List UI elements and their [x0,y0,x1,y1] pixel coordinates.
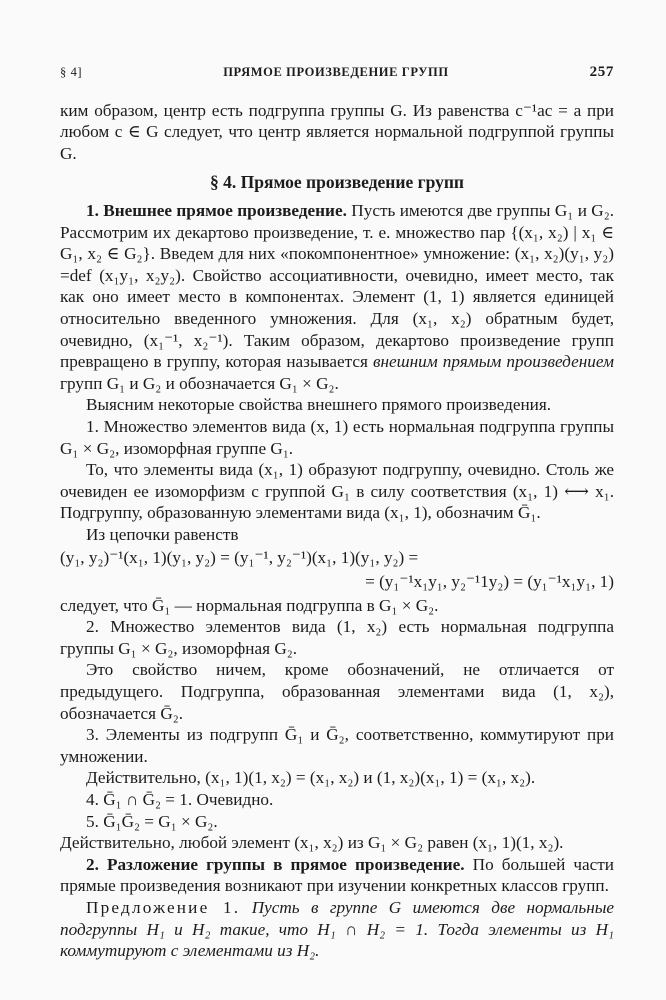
intro-paragraph: ким образом, центр есть подгруппа группы G. Из равенства c⁻¹ac = a при любом c ∈ G следует, что центр является нормальной подгруппой группы G. [60,100,614,163]
property-3-proof: Действительно, (x₁, 1)(1, x₂) = (x₁, x₂) и (1, x₂)(x₁, 1) = (x₁, x₂). [86,768,536,788]
section-title: § 4. Прямое произведение групп [210,172,464,193]
property-5: 5. Ḡ₁Ḡ₂ = G₁ × G₂. [86,811,218,831]
subsection-1-text: Пусть имеются две группы G₁ и G₂. Рассмотрим их декартово произведение, т. е. множество пар {(x₁, x₂) | x₁ ∈ G₁, x₂ ∈ G₂}. Введем для них «покомпонентное» умножение: (x₁, x₂)(y₁, y₂) =def (x₁y₁, x₂y₂). Свойство ассоциативности, очевидно, имеет место, так как оно имеет место в компонентах. Элемент (1, 1) является единицей относительно введенного умножения. Для (x₁, x₂) обратным будет, очевидно, (x₁⁻¹, x₂⁻¹). Таким образом, декартово произведение групп превращено в группу, которая называется [60,200,615,372]
subsection-1-end: групп G₁ и G₂ и обозначается G₁ × G₂. [60,373,339,393]
header-section: § 4] [60,65,83,79]
running-header [60,62,614,84]
subsection-2-paragraph [60,854,614,897]
page-number: 257 [589,64,614,80]
subsection-1-paragraph [60,200,614,394]
property-4: 4. Ḡ₁ ∩ Ḡ₂ = 1. Очевидно. [86,790,274,809]
subsection-2-title: 2. Разложение группы в прямое произведение. [86,854,465,874]
chain-intro: Из цепочки равенств [86,524,239,544]
proposition-text: Пусть в группе G имеются две нормальные подгруппы H₁ и H₂ такие, что H₁ ∩ H₂ = 1. Тогда элементы из H₁ коммутируют с элементами из H₂. [60,897,615,961]
proposition-1 [60,897,614,962]
property-5-proof: Действительно, любой элемент (x₁, x₂) из G₁ × G₂ равен (x₁, 1)(1, x₂). [60,833,564,853]
equation-line-2: = (y₁⁻¹x₁y₁, y₂⁻¹1y₂) = (y₁⁻¹x₁y₁, 1) [365,572,614,592]
property-1-proof: То, что элементы вида (x₁, 1) образуют подгруппу, очевидно. Столь же очевиден ее изоморфизм с группой G₁ в силу соответствия (x₁, 1) ⟷ x₁. Подгруппу, образованную элементами вида (x₁, 1), обозначим Ḡ₁. [60,460,614,523]
property-3: 3. Элементы из подгрупп Ḡ₁ и Ḡ₂, соответственно, коммутируют при умножении. [60,725,614,766]
header-title: ПРЯМОЕ ПРОИЗВЕДЕНИЕ ГРУПП [223,65,449,79]
property-2: 2. Множество элементов вида (1, x₂) есть нормальная подгруппа группы G₁ × G₂, изоморфная G₂. [60,617,614,658]
property-2-proof: Это свойство ничем, кроме обозначений, не отличается от предыдущего. Подгруппа, образованная элементами вида (1, x₂), обозначается Ḡ₂. [60,660,614,723]
subsection-2-text: По большей части прямые произведения возникают при изучении конкретных классов групп. [60,854,614,896]
properties-intro: Выясним некоторые свойства внешнего прямого произведения. [86,395,552,415]
chain-conclusion: следует, что Ḡ₁ — нормальная подгруппа в G₁ × G₂. [60,595,439,615]
defined-term: внешним прямым произведением [373,352,614,372]
subsection-1-title: 1. Внешнее прямое произведение. [86,200,347,220]
property-1: 1. Множество элементов вида (x, 1) есть нормальная подгруппа группы G₁ × G₂, изоморфная группе G₁. [60,416,614,458]
proposition-label: Предложение 1. [86,897,241,917]
equation-line-1: (y₁, y₂)⁻¹(x₁, 1)(y₁, y₂) = (y₁⁻¹, y₂⁻¹)(x₁, 1)(y₁, y₂) = [60,548,419,568]
